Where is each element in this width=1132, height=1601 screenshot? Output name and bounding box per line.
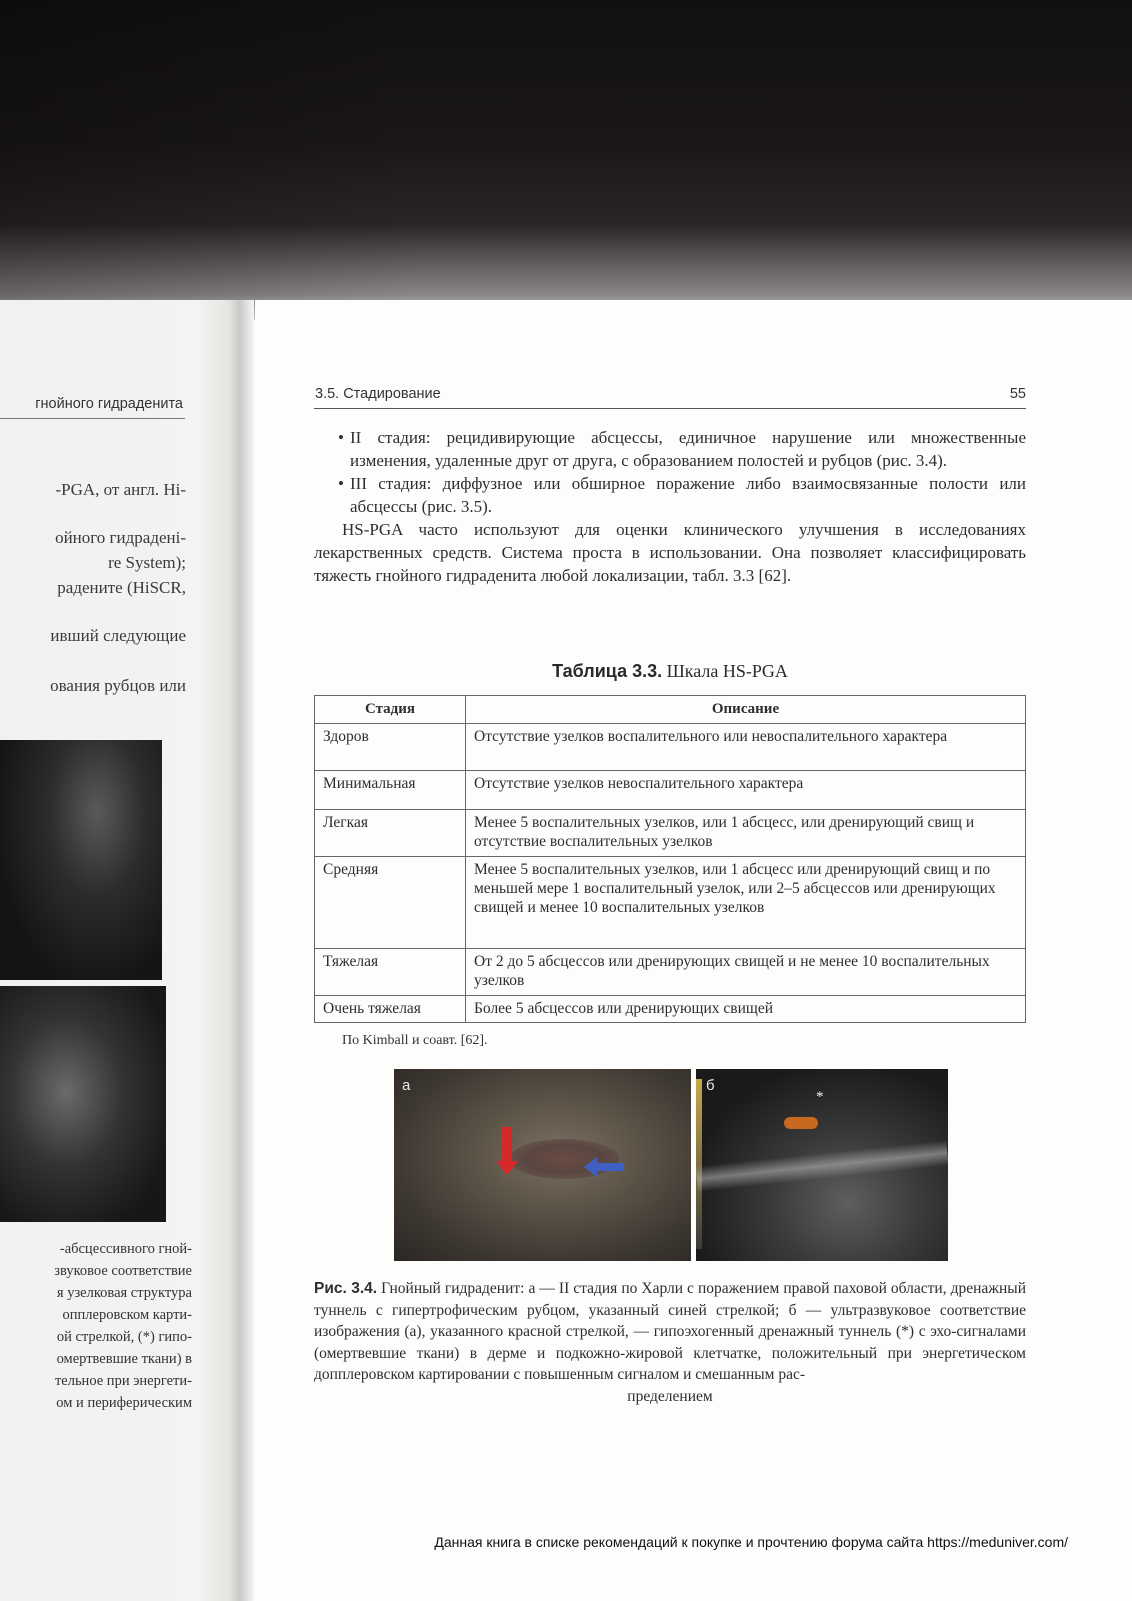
table-row xyxy=(315,724,1026,771)
table-row xyxy=(315,771,1026,810)
left-caption-line: опплеровском карти- xyxy=(62,1307,192,1323)
left-caption-line: омертвевшие ткани) в xyxy=(56,1351,192,1367)
asterisk-marker: * xyxy=(816,1089,824,1105)
figure-panel-b-ultrasound xyxy=(696,1069,948,1261)
description-cell: Менее 5 воспалительных узелков, или 1 абсцесс, или дренирующий свищ и отсутствие воспалительных узелков xyxy=(466,810,1026,857)
left-text-line: ойного гидраденi- xyxy=(55,528,186,547)
stage-cell: Легкая xyxy=(315,810,466,857)
left-doppler-image xyxy=(0,986,166,1222)
paragraph: HS-PGA часто используют для оценки клинического улучшения в исследованиях лекарственных средств. Система проста в использовании. Она позволяет классифицировать тяжесть гнойного гидраденита любой локализации, табл. 3.3 [62]. xyxy=(314,520,1026,585)
column-header-stage: Стадия xyxy=(315,696,466,724)
left-caption-line: я узелковая структура xyxy=(56,1285,192,1301)
figure-caption-last-line: пределением xyxy=(627,1387,713,1405)
book-spine-shadow xyxy=(228,300,254,1601)
doppler-signal xyxy=(784,1117,818,1129)
body-text xyxy=(314,426,1026,587)
description-cell: Более 5 абсцессов или дренирующих свищей xyxy=(466,996,1026,1023)
red-arrow-icon xyxy=(502,1127,512,1165)
forum-watermark-text: Данная книга в списке рекомендаций к покупке и прочтению форума сайта https://meduniver.com/ xyxy=(434,1534,1068,1550)
description-cell: Отсутствие узелков невоспалительного характера xyxy=(466,771,1026,810)
figure-caption xyxy=(314,1278,1026,1407)
table-row xyxy=(315,996,1026,1023)
figure-caption-label: Рис. 3.4. xyxy=(314,1280,378,1297)
figure-panel-a-photo xyxy=(394,1069,691,1261)
description-cell: От 2 до 5 абсцессов или дренирующих свищей и не менее 10 воспалительных узелков xyxy=(466,949,1026,996)
table-source-note: По Kimball и соавт. [62]. xyxy=(342,1033,488,1048)
left-text-line: радените (HiSCR, xyxy=(57,578,186,597)
section-title: 3.5. Стадирование xyxy=(315,386,441,402)
ultrasound-scale-bar xyxy=(696,1079,702,1249)
description-cell: Менее 5 воспалительных узелков, или 1 абсцесс или дренирующий свищ и по меньшей мере 1 воспалительный узелок, или 2–5 абсцессов или дренирующих свищей и менее 10 воспалительных узелков xyxy=(466,857,1026,949)
left-caption-line: звуковое соответствие xyxy=(54,1263,192,1279)
description-cell: Отсутствие узелков воспалительного или невоспалительного характера xyxy=(466,724,1026,771)
left-head-rule xyxy=(0,418,185,419)
stage-cell: Средняя xyxy=(315,857,466,949)
left-text-line: re System); xyxy=(108,553,186,572)
left-caption-line: ой стрелкой, (*) гипо- xyxy=(56,1329,192,1345)
table-header-row xyxy=(315,696,1026,724)
scan-dark-background xyxy=(0,0,1132,320)
left-facing-page xyxy=(0,300,250,1601)
list-item: • III стадия: диффузное или обширное поражение либо взаимосвязанные полости или абсцессы (рис. 3.5). xyxy=(314,472,1026,518)
stage-cell: Минимальная xyxy=(315,771,466,810)
left-running-head: гнойного гидраденита xyxy=(35,396,183,412)
header-rule xyxy=(314,408,1026,409)
table-row xyxy=(315,857,1026,949)
left-ultrasound-image xyxy=(0,740,162,980)
list-item: • II стадия: рецидивирующие абсцессы, единичное нарушение или множественные изменения, удаленные друг от друга, с образованием полостей и рубцов (рис. 3.4). xyxy=(314,426,1026,472)
hs-pga-table xyxy=(314,695,1026,1023)
column-header-description: Описание xyxy=(466,696,1026,724)
stage-cell: Очень тяжелая xyxy=(315,996,466,1023)
left-caption-line: -абсцессивного гной- xyxy=(59,1241,192,1257)
stage-cell: Тяжелая xyxy=(315,949,466,996)
figure-caption-text: Гнойный гидраденит: а — II стадия по Харли с поражением правой паховой области, дренажный туннель с гипертрофическим рубцом, указанный синей стрелкой; б — ультразвуковое соответствие изображения (а), указанного красной стрелкой, — гипоэхогенный дренажный туннель (*) с эхо-сигналами (омертвевшие ткани) в дерме и подкожно-жировой клетчатке, положительный при энергетическом допплеровском картировании с повышенным сигналом и смешанным рас- xyxy=(314,1280,1026,1383)
table-row xyxy=(315,949,1026,996)
stage-list xyxy=(314,426,1026,518)
table-caption-title: Шкала HS-PGA xyxy=(666,661,788,681)
panel-a-label: а xyxy=(402,1077,411,1094)
table-caption xyxy=(314,661,1026,682)
table-caption-label: Таблица 3.3. xyxy=(552,661,663,681)
blue-arrow-icon xyxy=(596,1163,624,1171)
left-caption-line: ом и периферическим xyxy=(56,1395,192,1411)
left-text-line: -PGA, от англ. Hi- xyxy=(55,480,186,499)
table-row xyxy=(315,810,1026,857)
stage-cell: Здоров xyxy=(315,724,466,771)
left-caption-line: тельное при энергети- xyxy=(54,1373,192,1389)
scar-lesion xyxy=(509,1139,619,1179)
running-head xyxy=(315,386,1026,408)
left-text-line: ивший следующие xyxy=(50,626,186,645)
echo-band xyxy=(696,1140,948,1192)
panel-b-label: б xyxy=(706,1077,715,1094)
left-text-line: ования рубцов или xyxy=(50,676,186,695)
page-number: 55 xyxy=(1009,386,1026,402)
